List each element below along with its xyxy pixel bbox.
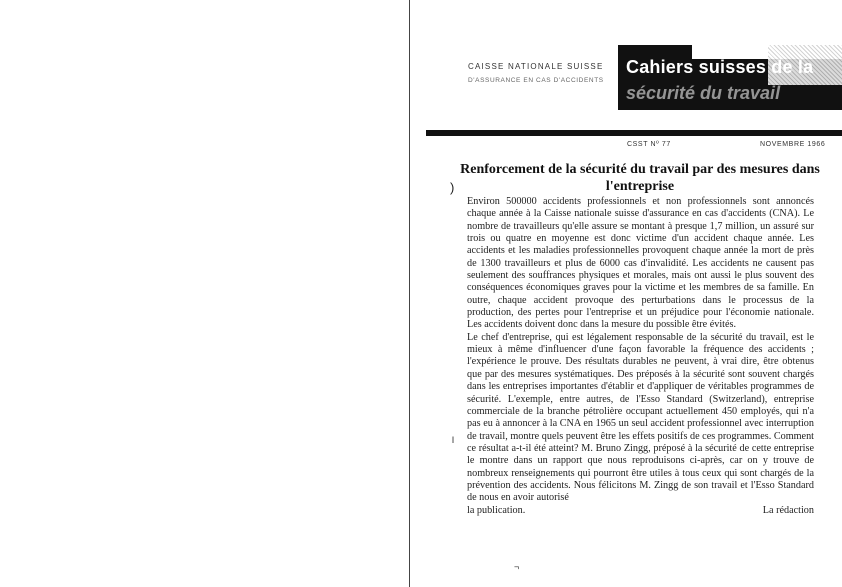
page-spine-divider xyxy=(409,0,410,587)
stray-bracket-mark: ) xyxy=(450,180,455,195)
stray-tick-mark: l xyxy=(452,435,454,445)
footer-mark: ¬ xyxy=(514,562,520,572)
organization-name: CAISSE NATIONALE SUISSE xyxy=(468,62,604,71)
closing-text: la publication. xyxy=(467,504,526,516)
organization-subtitle: D'ASSURANCE EN CAS D'ACCIDENTS xyxy=(468,77,604,84)
issue-number: CSST Nº 77 xyxy=(627,141,671,148)
article-paragraph-2: Le chef d'entreprise, qui est légalement responsable de la sécurité du travail, est le mieux à même d'influencer d'une façon favorable la fréquence des accidents ; l'expérience le prouve. Des résultats durables ne peuvent, à vrai dire, être obtenus que par des mesures systématiques. Des préposés à la sécurité sont souvent chargés dans les entreprises importantes d'établir et d'appliquer de véritables programmes de sécurité. L'exemple, entre autres, de l'Esso Standard (Switzerland), entreprise commerciale de la branche pétrolière occupant actuellement 450 employés, qui n'a pas eu à annoncer à la CNA en 1965 un seul accident professionnel avec interruption de travail, montre quels peuvent être les effets positifs de ces programmes. Comment ce résultat a-t-il été atteint? M. Bruno Zingg, préposé à la sécurité de cette entreprise le montre dans un rapport que nous reproduisons ci-après, car on y trouve de nombreux renseignements qui pourront être utiles à tous ceux qui sont chargés de la prévention des accidents. Nous félicitons M. Zingg de son travail et l'Esso Standard de nous en avoir autorisé xyxy=(467,331,814,504)
header-rule xyxy=(426,130,842,136)
article-headline: Renforcement de la sécurité du travail par des mesures dans l'entreprise xyxy=(460,162,820,194)
article-paragraph-1: Environ 500000 accidents professionnels et non professionnels sont annoncés chaque année à la Caisse nationale suisse d'assurance en cas d'accidents (CNA). Le nombre de travailleurs qu'elle assure se montant à presque 1,7 million, un assuré sur trois ou quatre en moyenne est donc victime d'un accident chaque année. Les accidents et les maladies professionnelles provoquent chaque année la mort de près de 1300 travailleurs et plus de 6000 cas d'invalidité. Les accidents ne causent pas seulement des souffrances physiques et morales, mais ont aussi le plus souvent des conséquences économiques graves pour la victime et les membres de sa famille. En outre, chaque accident provoque des perturbations dans le processus de la production, des pertes pour l'entreprise et un préjudice pour l'économie nationale. Les accidents doivent donc dans la mesure du possible être évités. xyxy=(467,196,814,331)
closing-line xyxy=(467,505,814,517)
magazine-masthead xyxy=(618,45,842,110)
issue-date: NOVEMBRE 1966 xyxy=(760,141,826,148)
magazine-title-line1: Cahiers suisses de la xyxy=(626,57,814,77)
editorial-signature: La rédaction xyxy=(762,504,814,516)
article-body xyxy=(467,196,814,517)
magazine-title-line2: sécurité du travail xyxy=(626,83,781,103)
